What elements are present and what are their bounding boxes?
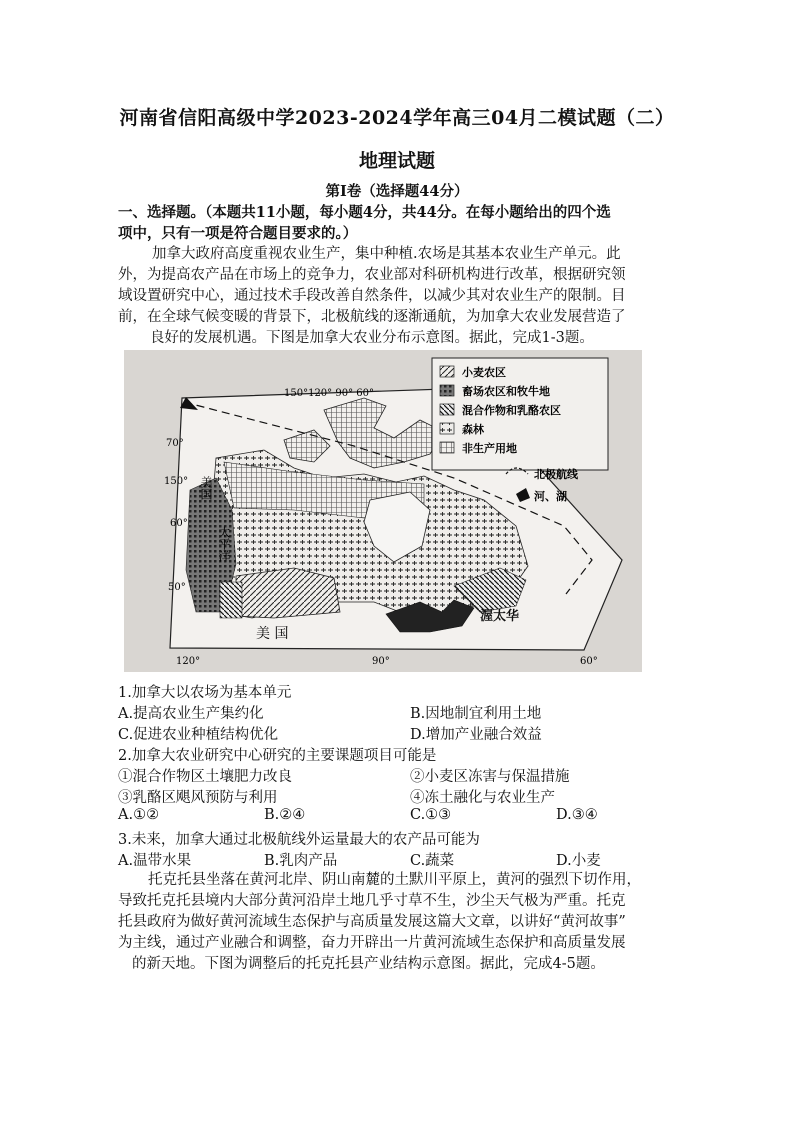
lat-150-label: 150° — [164, 476, 189, 487]
option-b: B.因地制宜利用土地 — [410, 706, 542, 722]
option-a: A.提高农业生产集约化 — [118, 706, 264, 722]
question-stem: 3.未来，加拿大通过北极航线外运量最大的农产品可能为 — [118, 832, 480, 848]
option-d: D.增加产业融合效益 — [410, 727, 542, 743]
legend-forest: 森林 — [462, 423, 484, 436]
option-a: A.①② — [118, 807, 160, 823]
legend-non-productive: 非生产用地 — [462, 442, 517, 455]
legend-arctic-route: 北极航线 — [534, 468, 578, 481]
passage-line: 外，为提高农产品在市场上的竞争力，农业部对科研机构进行改革，根据研究领 — [118, 267, 626, 283]
legend-ranch: 畜场农区和牧牛地 — [462, 385, 550, 398]
top-longitude-label: 150°120° 90° 60° — [284, 388, 374, 399]
item-3: ③乳酪区飓风预防与利用 — [118, 790, 278, 806]
lat-70-label: 70° — [166, 438, 184, 449]
option-d: D.③④ — [556, 807, 598, 823]
pacific-label: 太平洋 — [217, 526, 231, 562]
passage-line: 的新天地。下图为调整后的托克托县产业结构示意图。据此，完成4-5题。 — [132, 956, 605, 972]
document-title: 河南省信阳高级中学2023-2024学年高三04月二模试题（二） — [119, 107, 675, 129]
option-b: B.②④ — [264, 807, 306, 823]
passage-line: 导致托克托县境内大部分黄河沿岸土地几乎寸草不生，沙尘天气极为严重。托克 — [118, 893, 626, 909]
option-d: D.小麦 — [556, 853, 601, 869]
question-stem: 1.加拿大以农场为基本单元 — [118, 685, 292, 701]
legend-rivers-lakes: 河、湖 — [534, 490, 567, 503]
passage-line: 加拿大政府高度重视农业生产，集中种植.农场是其基本农业生产单元。此 — [152, 246, 621, 262]
passage-line: 域设置研究中心，通过技术手段改善自然条件，以减少其对农业生产的限制。目 — [118, 288, 626, 304]
option-c: C.①③ — [410, 807, 452, 823]
wheat-region — [236, 568, 340, 618]
ottawa-label: 渥太华 — [480, 609, 520, 624]
option-b: B.乳肉产品 — [264, 853, 338, 869]
passage-line: 为主线，通过产业融合和调整，奋力开辟出一片黄河流域生态保护和高质量发展 — [118, 935, 626, 951]
item-1: ①混合作物区土壤肥力改良 — [118, 769, 292, 785]
lat-50-label: 50° — [168, 582, 186, 593]
canada-agriculture-map — [124, 350, 642, 672]
document-subtitle: 地理试题 — [358, 150, 435, 172]
passage-line: 前，在全球气候变暖的背景下，北极航线的逐渐通航，为加拿大农业发展营造了 — [118, 309, 626, 325]
option-a: A.温带水果 — [118, 853, 192, 869]
legend-wheat: 小麦农区 — [462, 366, 506, 379]
usa-label: 美 国 — [256, 626, 289, 642]
bottom-60-label: 60° — [580, 656, 598, 667]
passage-line: 托县政府为做好黄河流域生态保护与高质量发展这篇大文章，以讲好“黄河故事” — [118, 914, 626, 930]
lat-60-label: 60° — [170, 518, 188, 529]
passage-line: 良好的发展机遇。下图是加拿大农业分布示意图。据此，完成1-3题。 — [150, 330, 594, 346]
option-c: C.促进农业种植结构优化 — [118, 727, 279, 743]
section-instruction-line1: 一、选择题。（本题共11小题，每小题4分，共44分。在每小题给出的四个选 — [118, 204, 611, 221]
question-stem: 2.加拿大农业研究中心研究的主要课题项目可能是 — [118, 748, 437, 764]
map-legend — [432, 358, 608, 470]
usa-west-label: 美国 — [199, 476, 213, 500]
bottom-90-label: 90° — [372, 656, 390, 667]
item-2: ②小麦区冻害与保温措施 — [410, 769, 570, 785]
bottom-120-label: 120° — [176, 656, 201, 667]
passage-line: 托克托县坐落在黄河北岸、阴山南麓的土默川平原上，黄河的强烈下切作用， — [148, 872, 641, 888]
mixed-region — [220, 582, 242, 618]
part-heading: 第Ⅰ卷（选择题44分） — [325, 183, 469, 200]
item-4: ④冻土融化与农业生产 — [410, 790, 555, 806]
option-c: C.蔬菜 — [410, 853, 455, 869]
legend-mixed: 混合作物和乳酪农区 — [462, 404, 561, 417]
section-instruction-line2: 项中，只有一项是符合题目要求的。） — [118, 225, 358, 242]
